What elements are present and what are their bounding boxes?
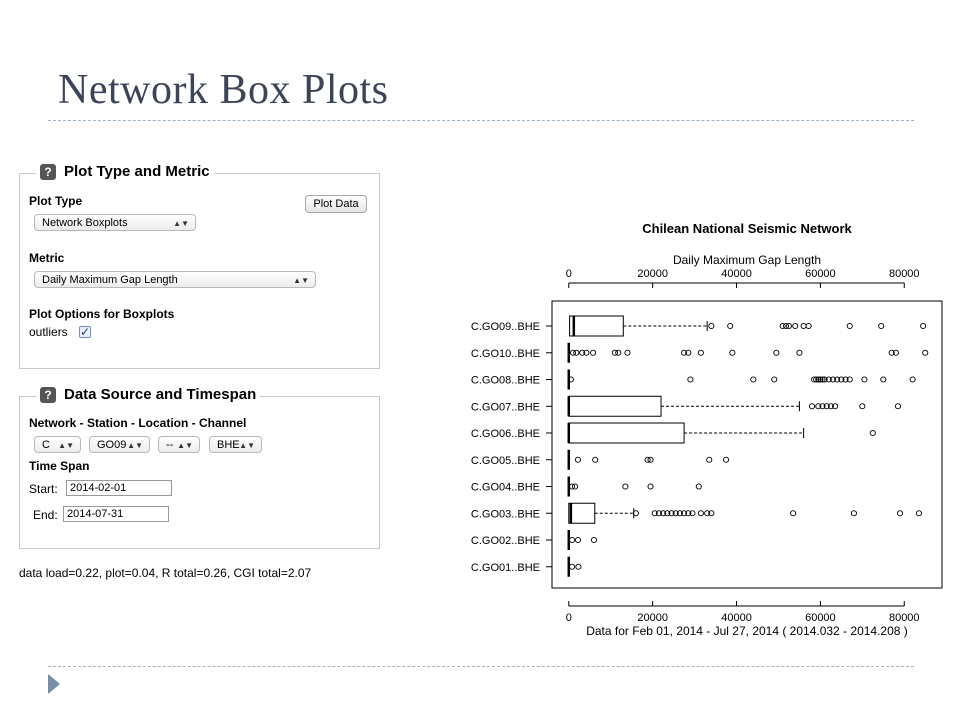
bottom-tick-label: 60000 xyxy=(805,612,836,624)
time-span-label: Time Span xyxy=(29,459,90,473)
bottom-tick-label: 20000 xyxy=(637,612,668,624)
outlier-point xyxy=(801,323,806,328)
station-label: C.GO04..BHE xyxy=(470,481,540,494)
iqr-box xyxy=(569,423,684,443)
channel-select-value: BHE xyxy=(217,439,240,451)
network-select-value: C xyxy=(42,439,50,451)
outlier-point xyxy=(696,484,701,489)
outlier-point xyxy=(574,350,579,355)
top-tick-label: 80000 xyxy=(888,268,920,280)
start-label: Start: xyxy=(29,482,58,496)
outlier-point xyxy=(590,350,595,355)
station-label: C.GO09..BHE xyxy=(470,321,540,333)
end-date-input[interactable]: 2014-07-31 xyxy=(63,506,169,522)
select-arrows-icon: ▲▼ xyxy=(177,441,193,450)
metric-label: Metric xyxy=(29,251,65,265)
chart-subtitle: Daily Maximum Gap Length xyxy=(672,253,822,267)
outlier-point xyxy=(921,323,926,328)
outlier-point xyxy=(791,511,796,516)
outlier-point xyxy=(698,511,703,516)
outliers-label: outliers xyxy=(29,325,68,339)
outlier-point xyxy=(593,457,598,462)
bottom-divider xyxy=(48,666,914,667)
station-label: C.GO10..BHE xyxy=(470,347,540,360)
plot-type-panel-title: Plot Type and Metric xyxy=(64,163,210,180)
bottom-tick-label: 80000 xyxy=(888,612,920,624)
outlier-point xyxy=(851,511,856,516)
end-label: End: xyxy=(33,508,58,522)
select-arrows-icon: ▲▼ xyxy=(127,441,143,450)
iqr-box xyxy=(569,396,661,416)
outlier-point xyxy=(648,484,653,489)
iqr-box xyxy=(569,503,595,523)
metric-select[interactable] xyxy=(34,271,316,288)
data-source-panel-legend xyxy=(36,386,260,403)
outlier-point xyxy=(793,323,798,328)
outlier-point xyxy=(575,457,580,462)
outlier-point xyxy=(728,323,733,328)
outlier-point xyxy=(860,404,865,409)
outlier-point xyxy=(688,377,693,382)
outlier-point xyxy=(897,511,902,516)
plot-frame xyxy=(552,301,942,588)
outlier-point xyxy=(730,350,735,355)
outliers-checkbox[interactable]: ✓ xyxy=(80,325,91,339)
outlier-point xyxy=(862,377,867,382)
plot-type-select[interactable] xyxy=(34,214,196,231)
outlier-point xyxy=(591,537,596,542)
outlier-point xyxy=(570,537,575,542)
station-label: C.GO06..BHE xyxy=(470,428,540,440)
help-icon[interactable]: ? xyxy=(40,164,56,180)
location-select-value: -- xyxy=(166,439,174,451)
station-label: C.GO08..BHE xyxy=(470,374,540,387)
top-tick-label: 60000 xyxy=(805,268,836,280)
outlier-point xyxy=(623,484,628,489)
slide-title: Network Box Plots xyxy=(58,67,389,113)
select-arrows-icon: ▲▼ xyxy=(173,219,189,228)
station-label: C.GO07..BHE xyxy=(470,401,540,414)
outlier-point xyxy=(707,457,712,462)
start-date-input[interactable]: 2014-02-01 xyxy=(66,480,172,496)
channel-select[interactable] xyxy=(209,436,262,453)
outlier-point xyxy=(709,323,714,328)
outlier-point xyxy=(910,377,915,382)
outlier-point xyxy=(895,404,900,409)
plot-type-label: Plot Type xyxy=(29,194,83,208)
station-label: C.GO03..BHE xyxy=(470,508,540,521)
outlier-point xyxy=(625,350,630,355)
outlier-point xyxy=(847,323,852,328)
iqr-box xyxy=(570,316,624,336)
outlier-point xyxy=(772,377,777,382)
select-arrows-icon: ▲▼ xyxy=(58,441,74,450)
outlier-point xyxy=(916,511,921,516)
outlier-point xyxy=(570,564,575,569)
station-label: C.GO01..BHE xyxy=(470,561,540,574)
network-select[interactable] xyxy=(34,436,81,453)
outlier-point xyxy=(751,377,756,382)
metric-select-value: Daily Maximum Gap Length xyxy=(42,274,178,286)
chart-title: Chilean National Seismic Network xyxy=(642,221,852,236)
plot-type-select-value: Network Boxplots xyxy=(42,217,128,229)
chart-xlabel: Data for Feb 01, 2014 - Jul 27, 2014 ( 2014.032 - 2014.208 ) xyxy=(586,624,908,638)
data-source-panel xyxy=(19,386,380,549)
outlier-point xyxy=(797,350,802,355)
outlier-point xyxy=(576,564,581,569)
outlier-point xyxy=(881,377,886,382)
network-boxplot-chart xyxy=(455,205,955,645)
outlier-point xyxy=(870,430,875,435)
outlier-point xyxy=(923,350,928,355)
plot-options-label: Plot Options for Boxplots xyxy=(29,307,175,321)
bottom-tick-label: 0 xyxy=(565,612,572,624)
station-select[interactable] xyxy=(89,436,150,453)
select-arrows-icon: ▲▼ xyxy=(293,276,309,285)
outlier-point xyxy=(723,457,728,462)
top-tick-label: 40000 xyxy=(721,268,752,280)
outlier-point xyxy=(575,537,580,542)
plot-type-panel xyxy=(19,163,380,369)
location-select[interactable] xyxy=(158,436,200,453)
next-slide-arrow-icon[interactable] xyxy=(48,674,60,694)
outlier-point xyxy=(616,350,621,355)
station-label: C.GO02..BHE xyxy=(470,535,540,547)
station-label: C.GO05..BHE xyxy=(470,454,540,467)
help-icon[interactable]: ? xyxy=(40,387,56,403)
channel-label: Network - Station - Location - Channel xyxy=(29,416,247,430)
outlier-point xyxy=(774,350,779,355)
top-divider xyxy=(48,120,914,121)
data-source-panel-title: Data Source and Timespan xyxy=(64,386,257,403)
outlier-point xyxy=(698,350,703,355)
timing-status: data load=0.22, plot=0.04, R total=0.26, CGI total=2.07 xyxy=(19,566,312,580)
station-select-value: GO09 xyxy=(97,439,127,451)
plot-type-panel-legend xyxy=(36,163,214,180)
outlier-point xyxy=(806,323,811,328)
plot-data-button[interactable]: Plot Data xyxy=(305,195,367,213)
bottom-tick-label: 40000 xyxy=(721,612,752,624)
top-tick-label: 0 xyxy=(565,268,572,280)
top-tick-label: 20000 xyxy=(637,268,668,280)
outlier-point xyxy=(879,323,884,328)
select-arrows-icon: ▲▼ xyxy=(239,441,255,450)
outlier-point xyxy=(809,404,814,409)
